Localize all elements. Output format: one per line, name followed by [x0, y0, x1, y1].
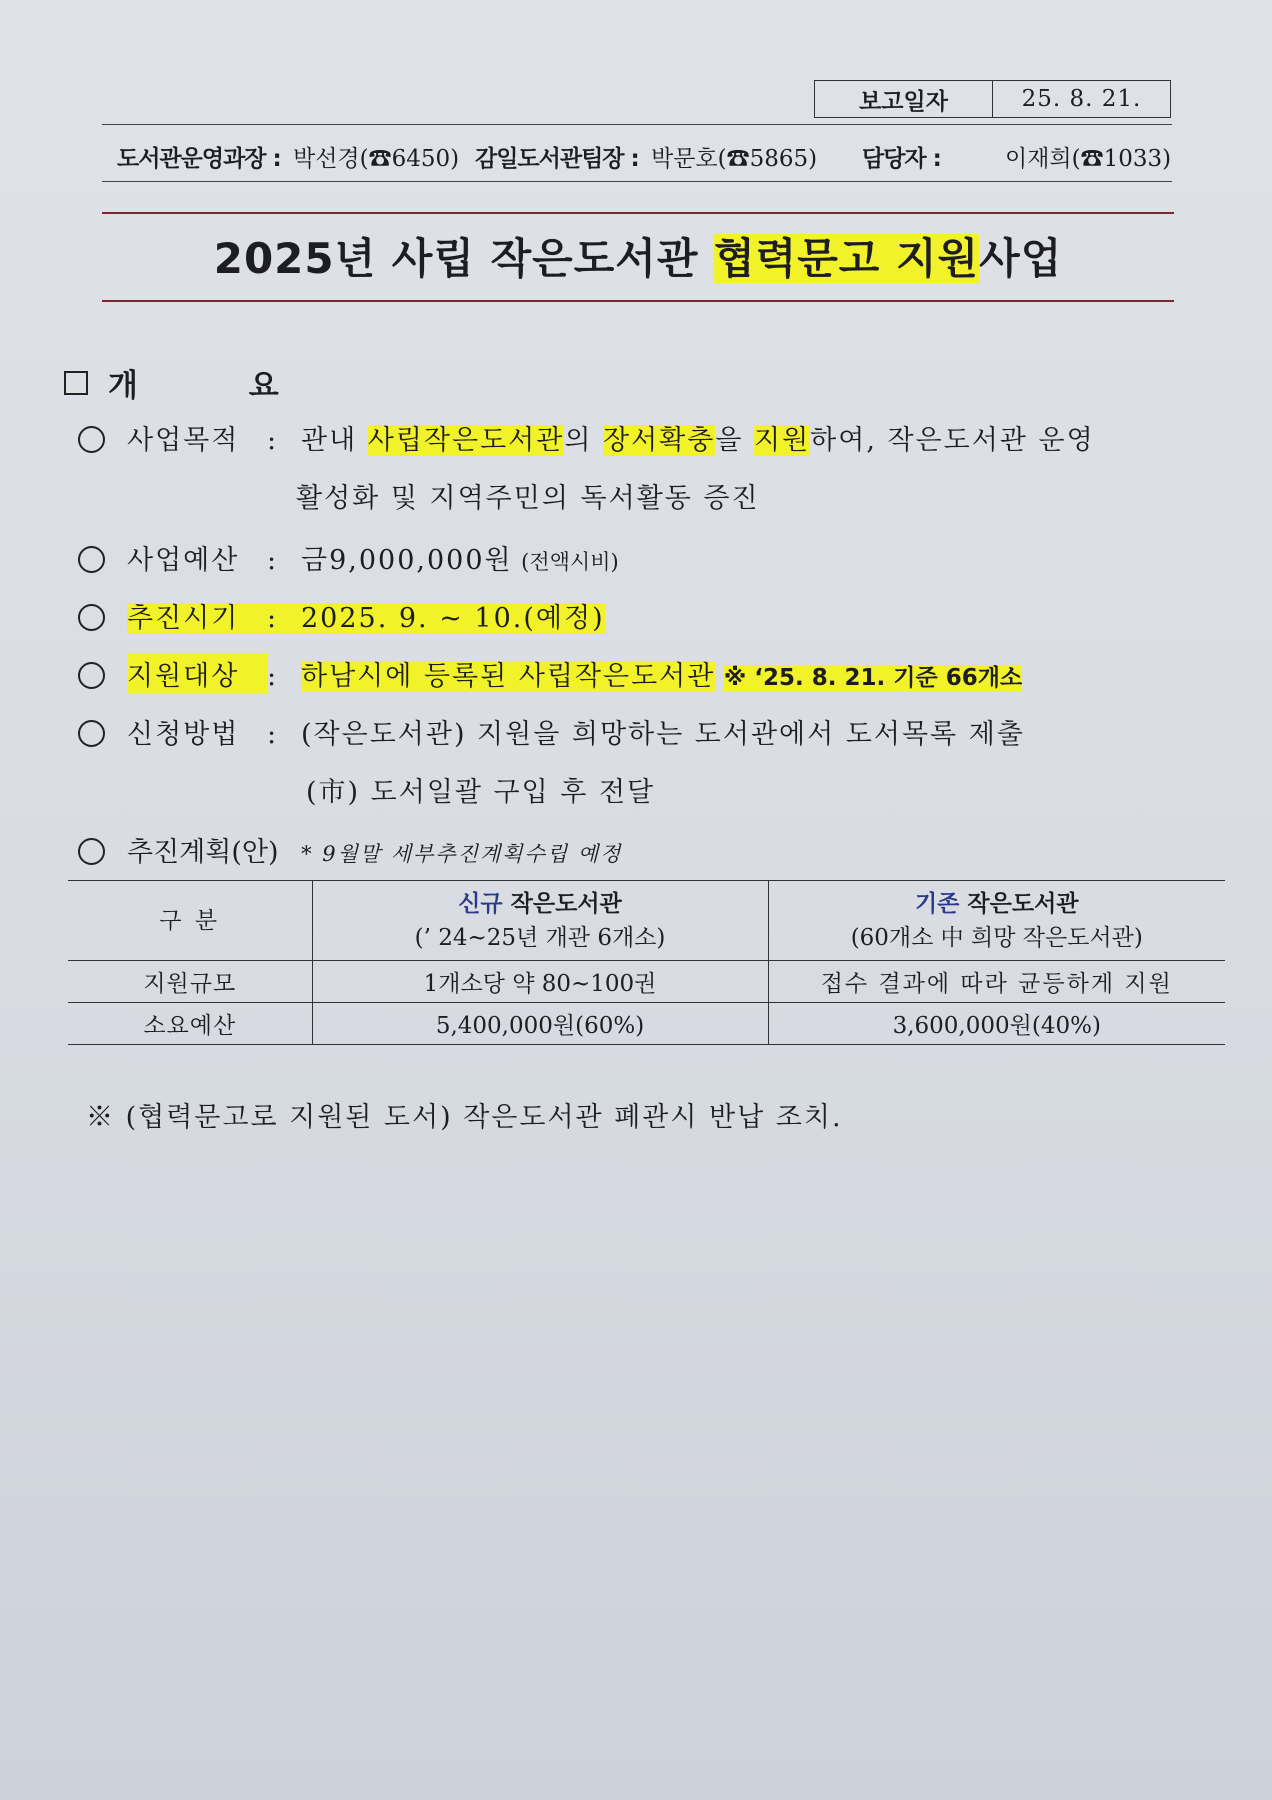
contact-name-director: 박선경(☎6450) — [293, 146, 460, 172]
contacts-line — [117, 136, 1177, 172]
item-budget-colon: : — [267, 545, 277, 576]
title-highlighted-part: 협력문고 지원 — [714, 234, 980, 283]
page-title — [102, 226, 1174, 292]
item-plan-note: * 9월말 세부추진계획수립 예정 — [301, 842, 623, 866]
header-bottom-rule — [102, 181, 1172, 182]
item-target-note: ※ ‘25. 8. 21. 기준 66개소 — [723, 665, 1023, 691]
item-plan-label: 추진계획(안) — [127, 837, 279, 868]
contact-role-director: 도서관운영과장 : — [117, 146, 281, 172]
table-cell-new: 5,400,000원(60%) — [312, 1003, 768, 1045]
item-method-colon: : — [267, 719, 277, 750]
contact-name-team-lead: 박문호(☎5865) — [651, 146, 818, 172]
table-header-existing-title: 작은도서관 — [959, 890, 1079, 917]
contact-name-staff: 이재희(☎1033) — [1005, 146, 1172, 172]
title-top-rule — [102, 212, 1174, 214]
plan-table — [68, 880, 1225, 1045]
purpose-text-4: 하여, 작은도서관 운영 — [810, 425, 1095, 456]
purpose-highlight-3: 지원 — [754, 425, 811, 456]
item-budget-note: (전액시비) — [521, 550, 619, 574]
contact-role-staff: 담당자 : — [862, 146, 941, 172]
table-header-new-accent: 신규 — [458, 890, 503, 917]
section-heading — [64, 360, 329, 405]
item-target — [78, 654, 1022, 693]
item-target-value: 하남시에 등록된 사립작은도서관 — [301, 661, 716, 692]
report-date-value: 25. 8. 21. — [1021, 86, 1142, 112]
table-header-row — [68, 881, 1225, 961]
circle-bullet-icon — [78, 720, 105, 747]
table-header-new — [312, 881, 768, 961]
square-bullet-icon — [64, 371, 88, 395]
item-purpose-line-2: 활성화 및 지역주민의 독서활동 증진 — [296, 483, 760, 514]
item-schedule-highlight — [127, 603, 605, 634]
circle-bullet-icon — [78, 426, 105, 453]
item-method-label: 신청방법 — [127, 719, 240, 750]
table-row — [68, 961, 1225, 1003]
item-schedule-colon: : — [267, 603, 277, 634]
purpose-text-2: 의 — [564, 425, 603, 456]
circle-bullet-icon — [78, 838, 105, 865]
purpose-highlight-2: 장서확충 — [603, 425, 716, 456]
item-target-label: 지원대상 — [127, 654, 267, 693]
item-target-colon: : — [267, 661, 277, 692]
purpose-text-1: 관내 — [301, 425, 368, 456]
table-row — [68, 1003, 1225, 1045]
purpose-text-3: 을 — [715, 425, 754, 456]
purpose-highlight-1: 사립작은도서관 — [367, 425, 565, 456]
circle-bullet-icon — [78, 662, 105, 689]
table-cell-existing: 3,600,000원(40%) — [768, 1003, 1225, 1045]
table-cell-label: 소요예산 — [68, 1003, 312, 1045]
table-cell-existing: 접수 결과에 따라 균등하게 지원 — [768, 961, 1225, 1003]
report-date-label: 보고일자 — [815, 81, 993, 117]
item-method — [78, 712, 1025, 751]
title-bottom-rule — [102, 300, 1174, 302]
report-date-box — [814, 80, 1171, 118]
item-purpose-label: 사업목적 — [127, 425, 240, 456]
table-header-existing — [768, 881, 1225, 961]
item-method-line-1: (작은도서관) 지원을 희망하는 도서관에서 도서목록 제출 — [301, 719, 1025, 750]
table-cell-new: 1개소당 약 80~100권 — [312, 961, 768, 1003]
item-schedule-label: 추진시기 — [127, 603, 240, 634]
item-budget — [78, 538, 619, 577]
table-header-existing-accent: 기존 — [914, 890, 960, 917]
item-method-line-2: (市) 도서일괄 구입 후 전달 — [306, 777, 656, 808]
item-schedule — [78, 596, 605, 635]
footnote: ※ (협력문고로 지원된 도서) 작은도서관 폐관시 반납 조치. — [86, 1102, 843, 1133]
item-purpose-text — [301, 425, 1095, 456]
title-part-1: 2025년 사립 작은도서관 — [213, 234, 715, 283]
section-heading-text: 개 요 — [108, 368, 329, 404]
item-schedule-value: 2025. 9. ~ 10.(예정) — [301, 603, 605, 634]
table-cell-label: 지원규모 — [68, 961, 312, 1003]
item-plan — [78, 830, 622, 869]
table-header-category: 구 분 — [68, 881, 312, 961]
table-header-existing-sub: (60개소 中 희망 작은도서관) — [850, 924, 1143, 951]
table-header-new-title: 작은도서관 — [502, 890, 622, 917]
title-part-3: 사업 — [979, 234, 1063, 283]
item-purpose — [78, 418, 1095, 457]
circle-bullet-icon — [78, 546, 105, 573]
header-top-rule — [102, 124, 1172, 125]
table-header-new-sub: (’ 24~25년 개관 6개소) — [414, 924, 666, 951]
item-purpose-colon: : — [267, 425, 277, 456]
circle-bullet-icon — [78, 604, 105, 631]
item-budget-value: 금9,000,000원 — [301, 545, 513, 576]
contact-role-team-lead: 감일도서관팀장 : — [475, 146, 639, 172]
item-budget-label: 사업예산 — [127, 545, 240, 576]
